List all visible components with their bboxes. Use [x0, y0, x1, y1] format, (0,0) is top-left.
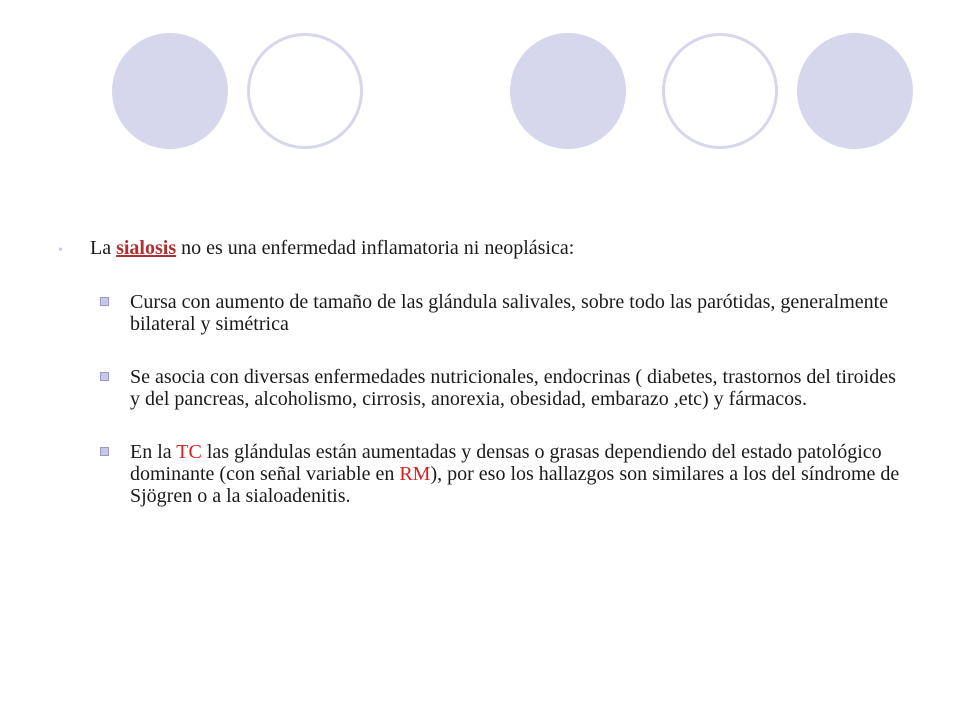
- sub-bullet-text: Se asocia con diversas enfermedades nutricionales, endocrinas ( diabetes, trastornos del tiroides y del pancreas, alcoholismo, cirrosis, anorexia, obesidad, embarazo ,etc) y fármacos.: [130, 366, 896, 410]
- term-tc: TC: [176, 441, 202, 463]
- term-sialosis: sialosis: [116, 237, 177, 259]
- decorative-circle-filled: [112, 33, 228, 149]
- square-bullet-icon: [100, 447, 109, 456]
- decorative-circle-outline: [662, 33, 778, 149]
- decorative-circle-filled: [797, 33, 913, 149]
- bullet-dot-icon: •: [58, 243, 63, 258]
- decorative-circle-filled: [510, 33, 626, 149]
- sub-bullet-item: [100, 291, 900, 335]
- sub-bullet-list: [100, 291, 900, 507]
- sub-bullet-item: [100, 366, 900, 410]
- sub-bullet-text-part: En la: [130, 441, 177, 463]
- sub-bullet-text-part: ), por eso los hallazgos son similares a los del síndrome de Sjögren o a la sialoadenitis.: [130, 463, 900, 507]
- term-rm: RM: [399, 463, 431, 485]
- square-bullet-icon: [100, 372, 109, 381]
- sub-bullet-text: Cursa con aumento de tamaño de las glándula salivales, sobre todo las parótidas, generalmente bilateral y simétrica: [130, 291, 889, 335]
- square-bullet-icon: [100, 297, 109, 306]
- decorative-circle-outline: [247, 33, 363, 149]
- sub-bullet-text-part: las glándulas están aumentadas y densas o grasas dependiendo del estado patológico dominante (con señal variable en: [130, 441, 882, 485]
- main-bullet-rest: no es una enfermedad inflamatoria ni neoplásica:: [176, 237, 575, 259]
- main-bullet: [58, 236, 918, 263]
- sub-bullet-item: [100, 441, 900, 507]
- main-bullet-prefix: La: [90, 237, 117, 259]
